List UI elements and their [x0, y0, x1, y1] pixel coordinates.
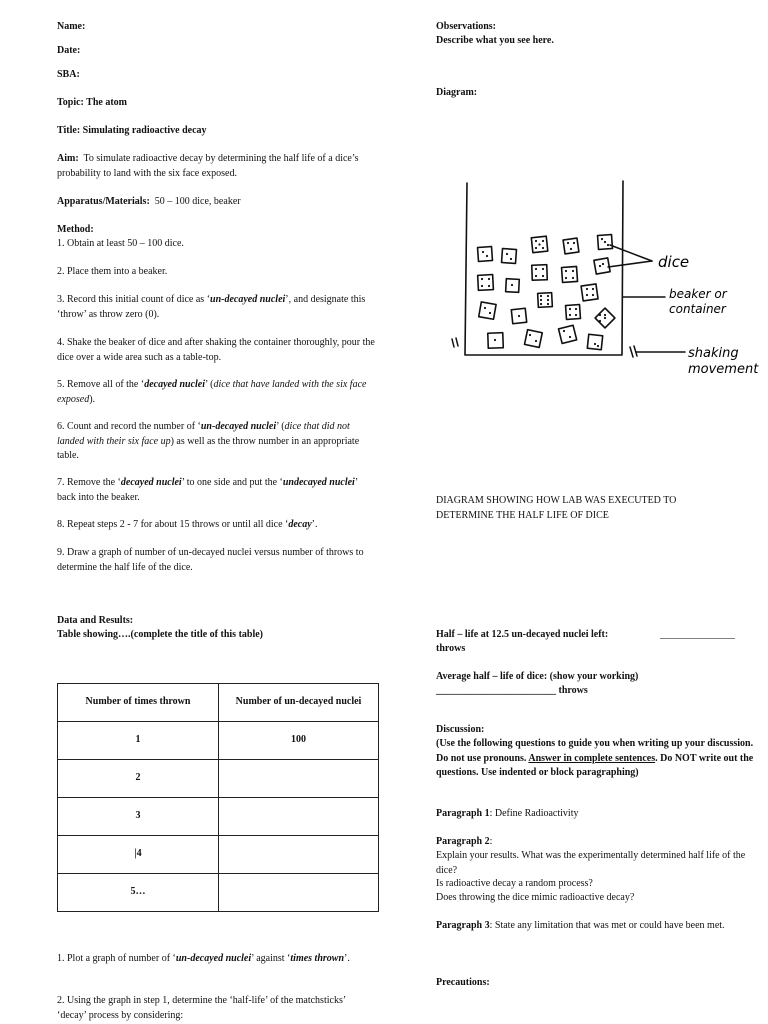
table-header-row	[58, 684, 379, 722]
aim-label: Aim:	[57, 153, 79, 164]
method-step-4: 4. Shake the beaker of dice and after shaking the container thoroughly, pour the dice over a wide area such as a table-top.	[57, 337, 375, 363]
die	[478, 247, 493, 262]
method-step-9: 9. Draw a graph of number of un-decayed nuclei versus number of throws to determine the half life of the dice.	[57, 547, 364, 573]
graph-step-1: 1. Plot a graph of number of ‘un-decayed nuclei’ against ‘times thrown’.	[57, 953, 350, 964]
table-row	[58, 836, 379, 874]
die	[524, 330, 542, 348]
dice-label: dice	[658, 253, 690, 271]
table-cell: 3	[58, 798, 219, 836]
table-row	[58, 874, 379, 912]
date-label: Date:	[57, 45, 81, 56]
method-step-2: 2. Place them into a beaker.	[57, 266, 168, 277]
motion-mark	[452, 338, 458, 347]
topic: Topic: The atom	[57, 97, 128, 108]
paragraph-3: Paragraph 3: State any limitation that was met or could have been met.	[436, 920, 725, 931]
die	[478, 275, 494, 291]
die	[559, 325, 577, 343]
die	[587, 334, 602, 349]
results-table	[57, 683, 379, 912]
method-step-5: 5. Remove all of the ‘decayed nuclei’ (dice that have landed with the six face exposed).	[57, 379, 367, 405]
method-step-6: 6. Count and record the number of ‘un-decayed nuclei’ (dice that did not landed with their six face up) as well as the throw number in an appropriate table.	[57, 421, 360, 461]
method-step-3: 3. Record this initial count of dice as ‘un-decayed nuclei’, and designate this ‘throw’ as throw zero (0).	[57, 294, 366, 320]
paragraph-2-question-1: Explain your results. What was the experimentally determined half life of the dice?	[436, 850, 746, 876]
die	[532, 265, 548, 281]
sba-label: SBA:	[57, 69, 80, 80]
die	[594, 258, 610, 274]
average-half-life-answer: ________________________ throws	[436, 685, 588, 696]
table-cell: |4	[58, 836, 219, 874]
half-life-line: Half – life at 12.5 un-decayed nuclei left: _______________	[436, 629, 735, 640]
method-step-8: 8. Repeat steps 2 - 7 for about 15 throws or until all dice ‘decay’.	[57, 519, 318, 530]
container-label: container	[669, 302, 726, 316]
method-step-7: 7. Remove the ‘decayed nuclei’ to one side and put the ‘undecayed nuclei’ back into the beaker.	[57, 477, 358, 503]
title: Title: Simulating radioactive decay	[57, 125, 207, 136]
die	[502, 249, 517, 264]
table-cell: 2	[58, 760, 219, 798]
paragraph-2-question-2: Is radioactive decay a random process?	[436, 878, 593, 889]
dice-pointer-line	[608, 261, 652, 267]
observations-prompt: Describe what you see here.	[436, 35, 554, 46]
table-caption: Table showing….(complete the title of this table)	[57, 629, 264, 640]
die	[563, 238, 579, 254]
precautions-label: Precautions:	[436, 977, 490, 988]
table-header-times-thrown: Number of times thrown	[58, 684, 219, 722]
motion-mark	[630, 346, 637, 357]
shaking-label: shaking	[688, 346, 739, 361]
dice-pointer-line	[610, 245, 652, 261]
apparatus-label: Apparatus/Materials:	[57, 196, 150, 207]
beaker-outline	[465, 181, 623, 355]
die	[581, 284, 598, 301]
discussion-guidance: (Use the following questions to guide you when writing up your discussion. Do not use pronouns. Answer in complete sentences. Do NOT write out the questions. Use indented or block paragraphing)	[436, 738, 754, 778]
apparatus	[57, 195, 377, 210]
table-row	[58, 722, 379, 760]
name-label: Name:	[57, 21, 86, 32]
die	[538, 293, 553, 308]
table-cell	[219, 798, 379, 836]
beaker-label: beaker or	[669, 287, 727, 301]
discussion-label: Discussion:	[436, 724, 485, 735]
method-step-1: 1. Obtain at least 50 – 100 dice.	[57, 238, 184, 249]
die	[566, 305, 581, 320]
table-cell: 100	[219, 722, 379, 760]
die	[562, 266, 578, 282]
diagram-label: Diagram:	[436, 87, 478, 98]
table-header-undecayed: Number of un-decayed nuclei	[219, 684, 379, 722]
table-cell	[219, 874, 379, 912]
die	[479, 302, 496, 319]
table-cell: 1	[58, 722, 219, 760]
aim	[57, 152, 377, 181]
paragraph-1: Paragraph 1: Define Radioactivity	[436, 808, 579, 819]
graph-step-2: 2. Using the graph in step 1, determine the ‘half-life’ of the matchsticks’ ‘decay’ process by considering:	[57, 995, 346, 1021]
beaker-diagram	[440, 175, 765, 385]
diagram-caption: DIAGRAM SHOWING HOW LAB WAS EXECUTED TO DETERMINE THE HALF LIFE OF DICE	[436, 495, 677, 521]
table-cell: 5…	[58, 874, 219, 912]
table-cell	[219, 760, 379, 798]
half-life-unit: throws	[436, 643, 466, 654]
table-row	[58, 798, 379, 836]
paragraph-2-heading: Paragraph 2:	[436, 836, 493, 847]
movement-label: movement	[688, 362, 759, 377]
results-label: Data and Results:	[57, 615, 134, 626]
table-row	[58, 760, 379, 798]
aim-text: To simulate radioactive decay by determining the half life of a dice’s probability to land with the six face exposed.	[57, 153, 359, 179]
table-cell	[219, 836, 379, 874]
apparatus-text: 50 – 100 dice, beaker	[154, 196, 241, 207]
method-label: Method:	[57, 224, 94, 235]
average-half-life-label: Average half – life of dice: (show your working)	[436, 671, 639, 682]
observations-label: Observations:	[436, 21, 496, 32]
paragraph-2-question-3: Does throwing the dice mimic radioactive decay?	[436, 892, 635, 903]
